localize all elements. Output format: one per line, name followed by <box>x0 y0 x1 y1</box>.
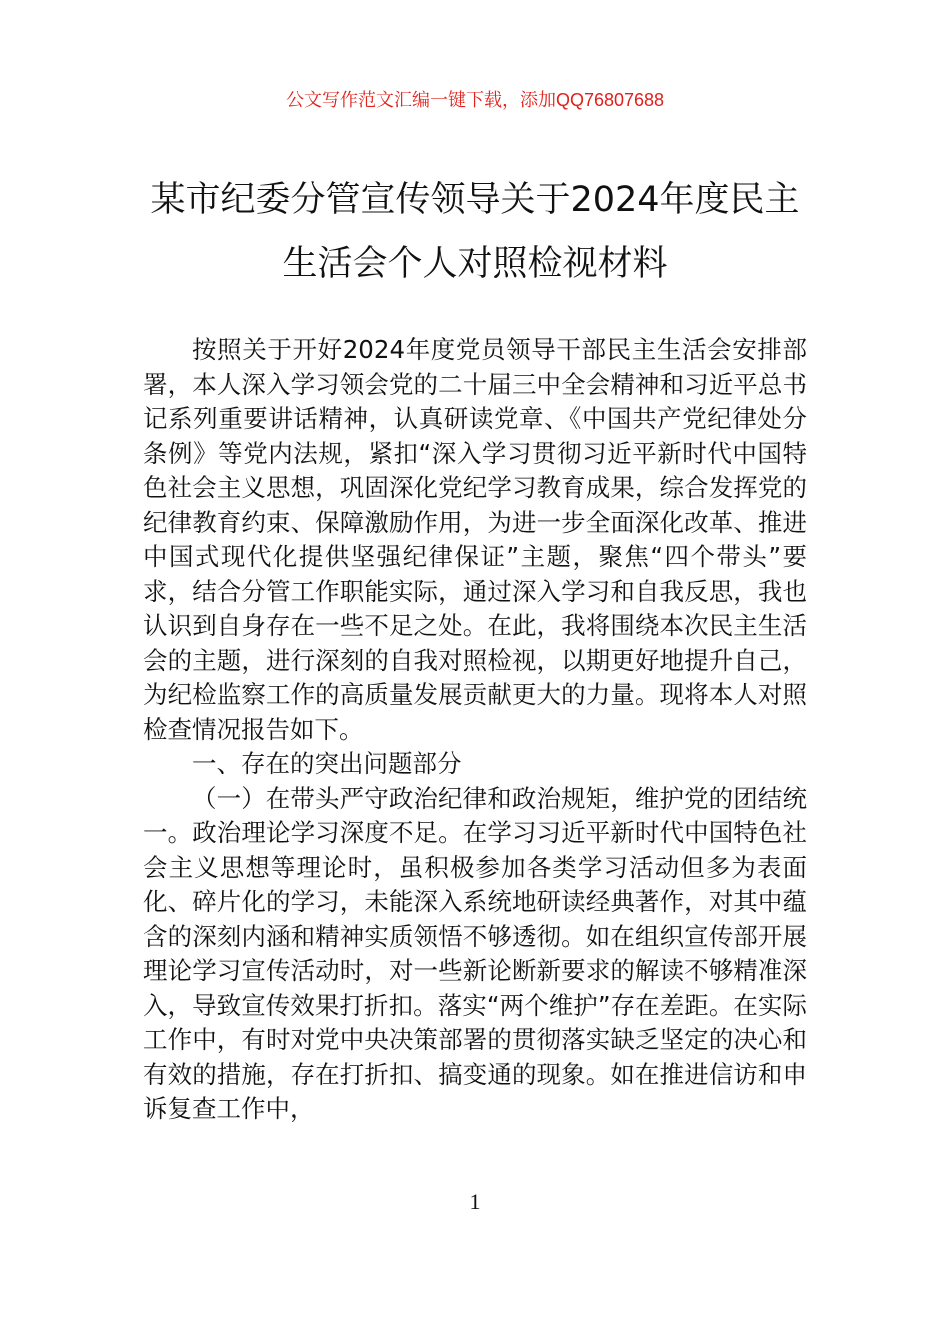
section-heading: 一、存在的突出问题部分 <box>192 749 462 778</box>
subsection-paragraph: （一）在带头严守政治纪律和政治规矩，维护党的团结统一。政治理论学习深度不足。在学习习近平新时代中国特色社会主义思想等理论时，虽积极参加各类学习活动但多为表面化、碎片化的学习，未能深入系统地研读经典著作，对其中蕴含的深刻内涵和精神实质领悟不够透彻。如在组织宣传部开展理论学习宣传活动时，对一些新论断新要求的解读不够精准深入，导致宣传效果打折扣。落实“两个维护”存在差距。在实际工作中，有时对党中央决策部署的贯彻落实缺乏坚定的决心和有效的措施，存在打折扣、搞变通的现象。如在推进信访和申诉复查工作中， <box>143 783 807 1123</box>
document-title <box>140 168 810 296</box>
intro-paragraph: 按照关于开好2024年度党员领导干部民主生活会安排部署，本人深入学习领会党的二十届三中全会精神和习近平总书记系列重要讲话精神，认真研读党章、《中国共产党纪律处分条例》等党内法规，紧扣“深入学习贯彻习近平新时代中国特色社会主义思想，巩固深化党纪学习教育成果，综合发挥党的纪律教育约束、保障激励作用，为进一步全面深化改革、推进中国式现代化提供坚强纪律保证”主题，聚焦“四个带头”要求，结合分管工作职能实际，通过深入学习和自我反思，我也认识到自身存在一些不足之处。在此，我将围绕本次民主生活会的主题，进行深刻的自我对照检视，以期更好地提升自己，为纪检监察工作的高质量发展贡献更大的力量。现将本人对照检查情况报告如下。 <box>143 335 807 744</box>
document-body <box>143 333 807 1127</box>
page-number: 1 <box>469 1189 481 1214</box>
title-line-2: 生活会个人对照检视材料 <box>282 244 668 284</box>
title-line-1: 某市纪委分管宣传领导关于2024年度民主 <box>150 180 800 220</box>
download-notice: 公文写作范文汇编一键下载，添加QQ76807688 <box>285 90 665 110</box>
